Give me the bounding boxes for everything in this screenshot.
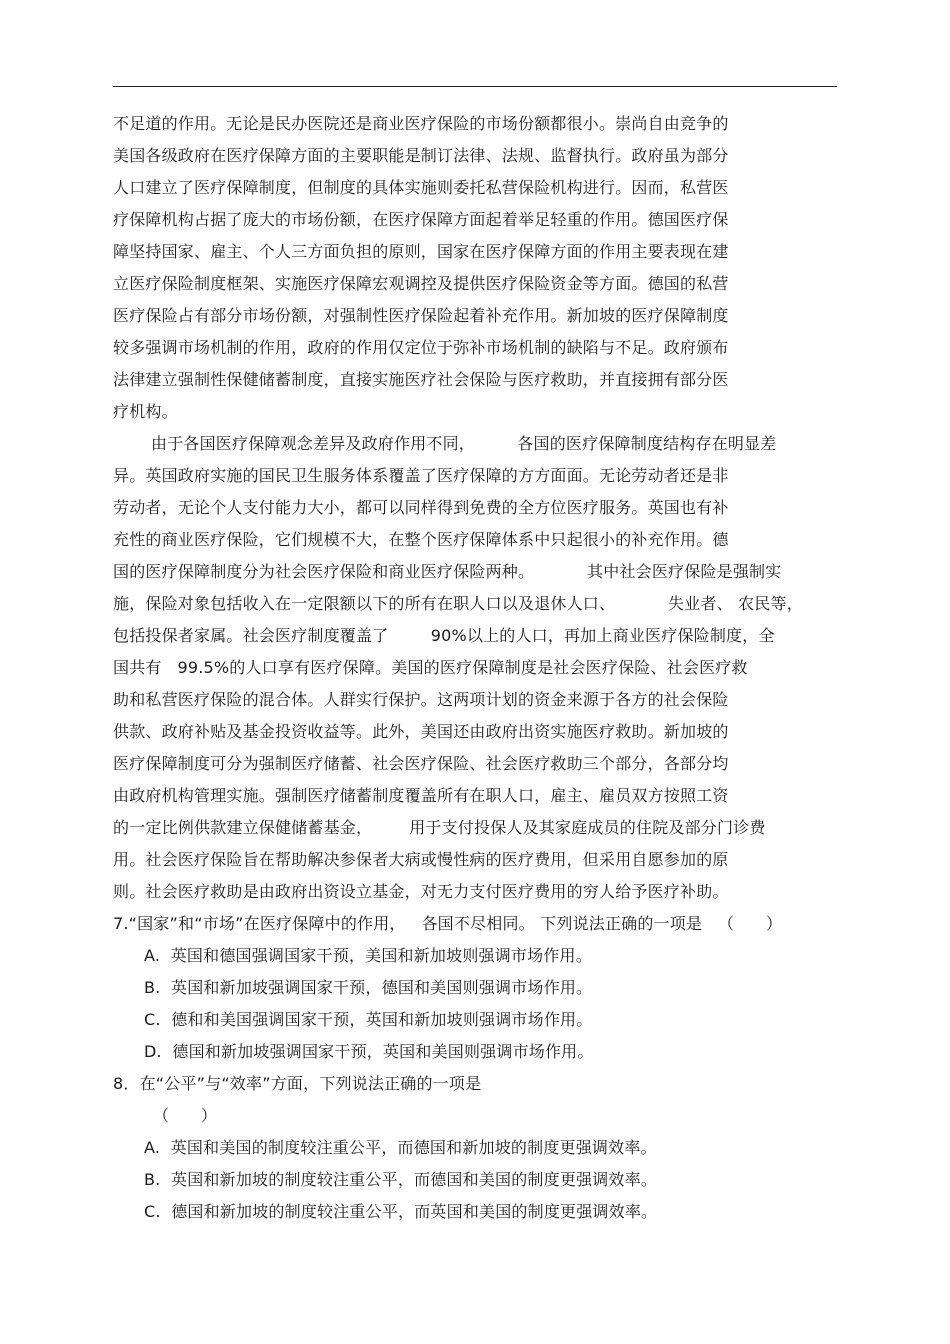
passage-line: 国的医疗保障制度分为社会医疗保险和商业医疗保险两种。 其中社会医疗保险是强制实 [113, 562, 782, 581]
passage-line: 劳动者，无论个人支付能力大小，都可以同样得到免费的全方位医疗服务。英国也有补 [113, 498, 729, 517]
header-rule [113, 86, 837, 87]
question-stem: 7.“国家”和“市场”在医疗保障中的作用， 各国不尽相同。 下列说法正确的一项是 （ ） [113, 914, 783, 933]
passage-paragraph-start: 由于各国医疗保障观念差异及政府作用不同， 各国的医疗保障制度结构存在明显差 [151, 434, 777, 453]
passage-line: 助和私营医疗保险的混合体。人群实行保护。这两项计划的资金来源于各方的社会保险 [113, 690, 729, 709]
passage-line: 国共有 99.5%的人口享有医疗保障。美国的医疗保障制度是社会医疗保险、社会医疗救 [113, 658, 748, 677]
option-b[interactable]: B. 英国和新加坡强调国家干预，德国和美国则强调市场作用。 [144, 978, 593, 997]
passage-line: 人口建立了医疗保障制度，但制度的具体实施则委托私营保险机构进行。因而，私营医 [113, 178, 729, 197]
passage-line: 障坚持国家、雇主、个人三方面负担的原则，国家在医疗保障方面的作用主要表现在建 [113, 242, 729, 261]
answer-paren: （ ） [153, 1106, 218, 1125]
passage-line: 立医疗保险制度框架、实施医疗保障宏观调控及提供医疗保险资金等方面。德国的私营 [113, 274, 729, 293]
option-c[interactable]: C. 德和和美国强调国家干预，英国和新加坡则强调市场作用。 [144, 1010, 593, 1029]
passage-line: 供款、政府补贴及基金投资收益等。此外，美国还由政府出资实施医疗救助。新加坡的 [113, 722, 729, 741]
option-a[interactable]: A. 英国和美国的制度较注重公平，而德国和新加坡的制度更强调效率。 [144, 1138, 657, 1157]
passage-line: 异。英国政府实施的国民卫生服务体系覆盖了医疗保障的方方面面。无论劳动者还是非 [113, 466, 729, 485]
passage-line: 医疗保险占有部分市场份额，对强制性医疗保险起着补充作用。新加坡的医疗保障制度 [113, 306, 729, 325]
option-a[interactable]: A. 英国和德国强调国家干预，美国和新加坡则强调市场作用。 [144, 946, 592, 965]
option-d[interactable]: D. 德国和新加坡强调国家干预，英国和美国则强调市场作用。 [144, 1042, 594, 1061]
passage-line: 疗机构。 [113, 402, 178, 421]
passage-line: 则。社会医疗救助是由政府出资设立基金，对无力支付医疗费用的穷人给予医疗补助。 [113, 882, 729, 901]
passage-line: 施，保险对象包括收入在一定限额以下的所有在职人口以及退休人口、 失业者、 农民等， [113, 594, 803, 613]
passage-line: 包括投保者家属。社会医疗制度覆盖了 90%以上的人口，再加上商业医疗保险制度，全 [113, 626, 775, 645]
passage-line: 医疗保障制度可分为强制医疗储蓄、社会医疗保险、社会医疗救助三个部分，各部分均 [113, 754, 729, 773]
passage-line: 用。社会医疗保险旨在帮助解决参保者大病或慢性病的医疗费用，但采用自愿参加的原 [113, 850, 729, 869]
passage-line: 较多强调市场机制的作用，政府的作用仅定位于弥补市场机制的缺陷与不足。政府颁布 [113, 338, 729, 357]
passage-line: 由政府机构管理实施。强制医疗储蓄制度覆盖所有在职人口，雇主、雇员双方按照工资 [113, 786, 729, 805]
passage-line: 的一定比例供款建立保健储蓄基金， 用于支付投保人及其家庭成员的住院及部分门诊费 [113, 818, 766, 837]
passage-line: 美国各级政府在医疗保障方面的主要职能是制订法律、法规、监督执行。政府虽为部分 [113, 146, 729, 165]
option-b[interactable]: B. 英国和新加坡的制度较注重公平，而德国和美国的制度更强调效率。 [144, 1170, 658, 1189]
passage-line: 法律建立强制性保健储蓄制度，直接实施医疗社会保险与医疗救助，并直接拥有部分医 [113, 370, 729, 389]
question-stem: 8．在“公平”与“效率”方面，下列说法正确的一项是 [113, 1074, 482, 1093]
passage-line: 不足道的作用。无论是民办医院还是商业医疗保险的市场份额都很小。崇尚自由竞争的 [113, 114, 729, 133]
passage-line: 充性的商业医疗保险，它们规模不大，在整个医疗保障体系中只起很小的补充作用。德 [113, 530, 729, 549]
option-c[interactable]: C. 德国和新加坡的制度较注重公平，而英国和美国的制度更强调效率。 [144, 1202, 658, 1221]
passage-line: 疗保障机构占据了庞大的市场份额，在医疗保障方面起着举足轻重的作用。德国医疗保 [113, 210, 729, 229]
